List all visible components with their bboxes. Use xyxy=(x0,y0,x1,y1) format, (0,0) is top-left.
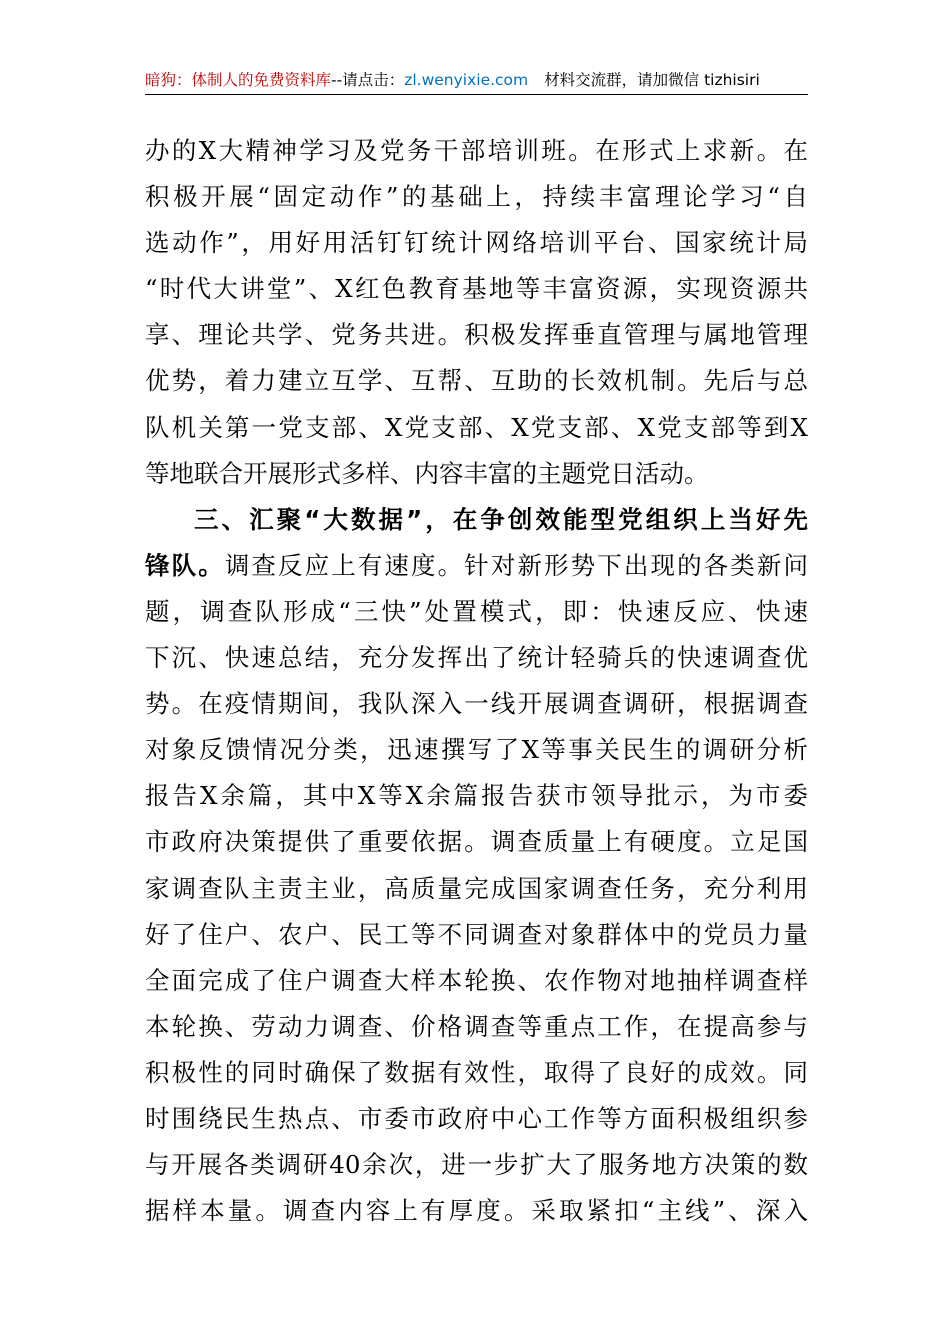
text-line: 下沉、快速总结，充分发挥出了统计轻骑兵的快速调查优 xyxy=(145,643,808,673)
paragraph-2 xyxy=(145,497,808,1235)
document-body xyxy=(145,128,808,1234)
header-link[interactable]: zl.wenyixie.com xyxy=(404,71,529,89)
text-line: 积极开展“固定动作”的基础上，持续丰富理论学习“自 xyxy=(145,182,808,212)
text-line: 全面完成了住户调查大样本轮换、农作物对地抽样调查样 xyxy=(145,965,808,995)
text-line: 享、理论共学、党务共进。积极发挥垂直管理与属地管理 xyxy=(145,320,808,350)
text-line: 对象反馈情况分类，迅速撰写了X等事关民生的调研分析 xyxy=(145,735,808,765)
text-line: 时围绕民生热点、市委市政府中心工作等方面积极组织参 xyxy=(145,1103,808,1133)
text-line: 势。在疫情期间，我队深入一线开展调查调研，根据调查 xyxy=(145,689,808,719)
header-brand: 暗狗：体制人的免费资料库 xyxy=(145,71,332,89)
text-line: 报告X余篇，其中X等X余篇报告获市领导批示，为市委 xyxy=(145,781,808,811)
header-separator: --请点击： xyxy=(331,71,405,89)
text-line: 题，调查队形成“三快”处置模式，即：快速反应、快速 xyxy=(145,596,808,626)
text-line: 积极性的同时确保了数据有效性，取得了良好的成效。同 xyxy=(145,1057,808,1087)
text-line: 据样本量。调查内容上有厚度。采取紧扣“主线”、深入 xyxy=(145,1196,808,1226)
header-divider xyxy=(145,94,808,95)
text-line xyxy=(145,543,808,589)
page-header xyxy=(145,66,808,94)
text-line: 优势，着力建立互学、互帮、互助的长效机制。先后与总 xyxy=(145,366,808,396)
text-line: 等地联合开展形式多样、内容丰富的主题党日活动。 xyxy=(145,458,709,488)
text-line: 队机关第一党支部、X党支部、X党支部、X党支部等到X xyxy=(145,412,808,442)
text-line: 办的X大精神学习及党务干部培训班。在形式上求新。在 xyxy=(145,136,808,165)
text-line: 选动作”，用好用活钉钉统计网络培训平台、国家统计局 xyxy=(145,228,808,258)
text-line-rest: 调查反应上有速度。针对新形势下出现的各类新问 xyxy=(224,550,808,580)
paragraph-1 xyxy=(145,128,808,497)
header-contact: 材料交流群，请加微信 tizhisiri xyxy=(544,71,760,89)
text-line: 市政府决策提供了重要依据。调查质量上有硬度。立足国 xyxy=(145,827,808,857)
text-line: 与开展各类调研40余次，进一步扩大了服务地方决策的数 xyxy=(145,1150,808,1180)
section-heading: 三、汇聚“大数据”，在争创效能型党组织上当好先 xyxy=(194,504,808,534)
text-line: “时代大讲堂”、X红色教育基地等丰富资源，实现资源共 xyxy=(145,274,808,304)
text-line: 好了住户、农户、民工等不同调查对象群体中的党员力量 xyxy=(145,919,808,949)
text-line: 本轮换、劳动力调查、价格调查等重点工作，在提高参与 xyxy=(145,1011,808,1041)
text-line: 家调查队主责主业，高质量完成国家调查任务，充分利用 xyxy=(145,873,808,903)
section-heading-end: 锋队。 xyxy=(145,550,225,580)
